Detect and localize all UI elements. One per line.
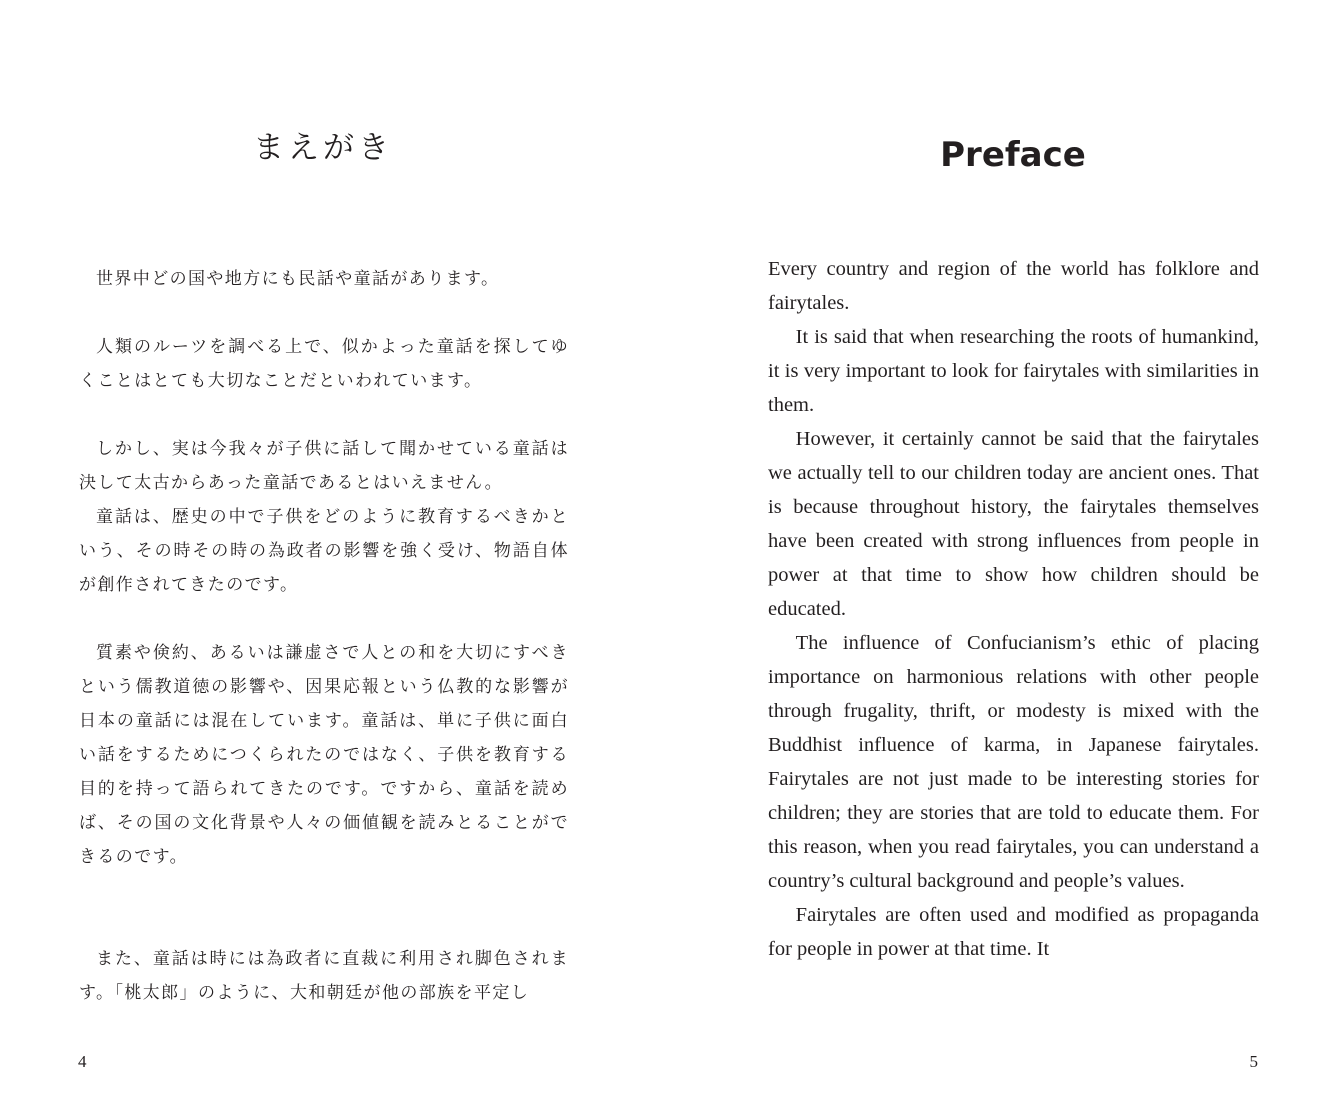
english-body-text [768, 252, 1259, 966]
paragraph-spacer [79, 874, 569, 942]
paragraph-spacer [79, 398, 569, 432]
left-page [0, 0, 667, 1111]
page-title-english: Preface [940, 135, 1086, 175]
page-number: 5 [1249, 1052, 1258, 1071]
paragraph: 童話は、歴史の中で子供をどのように教育するべきかという、その時その時の為政者の影響を強く受け、物語自体が創作されてきたのです。 [79, 507, 569, 595]
japanese-body-text [79, 262, 569, 1010]
paragraph-spacer [79, 296, 569, 330]
paragraph: It is said that when researching the roots of humankind, it is very important to look for fairytales with similarities in them. [768, 326, 1259, 416]
paragraph: The influence of Confucianism’s ethic of placing importance on harmonious relations with other people through frugality, thrift, or modesty is mixed with the Buddhist influence of karma, in Japanese fairytales. Fairytales are not just made to be interesting stories for children; they are stories that are told to educate them. For this reason, when you read fairytales, you can understand a country’s cultural background and people’s values. [768, 632, 1259, 892]
paragraph: また、童話は時には為政者に直裁に利用され脚色されます。「桃太郎」のように、大和朝廷が他の部族を平定し [79, 949, 569, 1003]
page-title-japanese: まえがき [253, 130, 393, 166]
paragraph: 質素や倹約、あるいは謙虚さで人との和を大切にすべきという儒教道徳の影響や、因果応報という仏教的な影響が日本の童話には混在しています。童話は、単に子供に面白い話をするためにつくられたのではなく、子供を教育する目的を持って語られてきたのです。ですから、童話を読めば、その国の文化背景や人々の価値観を読みとることができるのです。 [79, 643, 569, 867]
paragraph: Every country and region of the world has folklore and fairytales. [768, 258, 1259, 314]
paragraph: しかし、実は今我々が子供に話して聞かせている童話は決して太古からあった童話であるとはいえません。 [79, 439, 569, 493]
paragraph: 人類のルーツを調べる上で、似かよった童話を探してゆくことはとても大切なことだといわれています。 [79, 337, 569, 391]
paragraph: However, it certainly cannot be said that the fairytales we actually tell to our children today are ancient ones. That is because throughout history, the fairytales themselves have been created with strong influences from people in power at that time to show how children should be educated. [768, 428, 1259, 620]
right-page [667, 0, 1335, 1111]
paragraph-spacer [79, 602, 569, 636]
paragraph: Fairytales are often used and modified as propaganda for people in power at that time. It [768, 904, 1259, 960]
paragraph: 世界中どの国や地方にも民話や童話があります。 [96, 269, 500, 289]
page-number: 4 [78, 1052, 87, 1071]
